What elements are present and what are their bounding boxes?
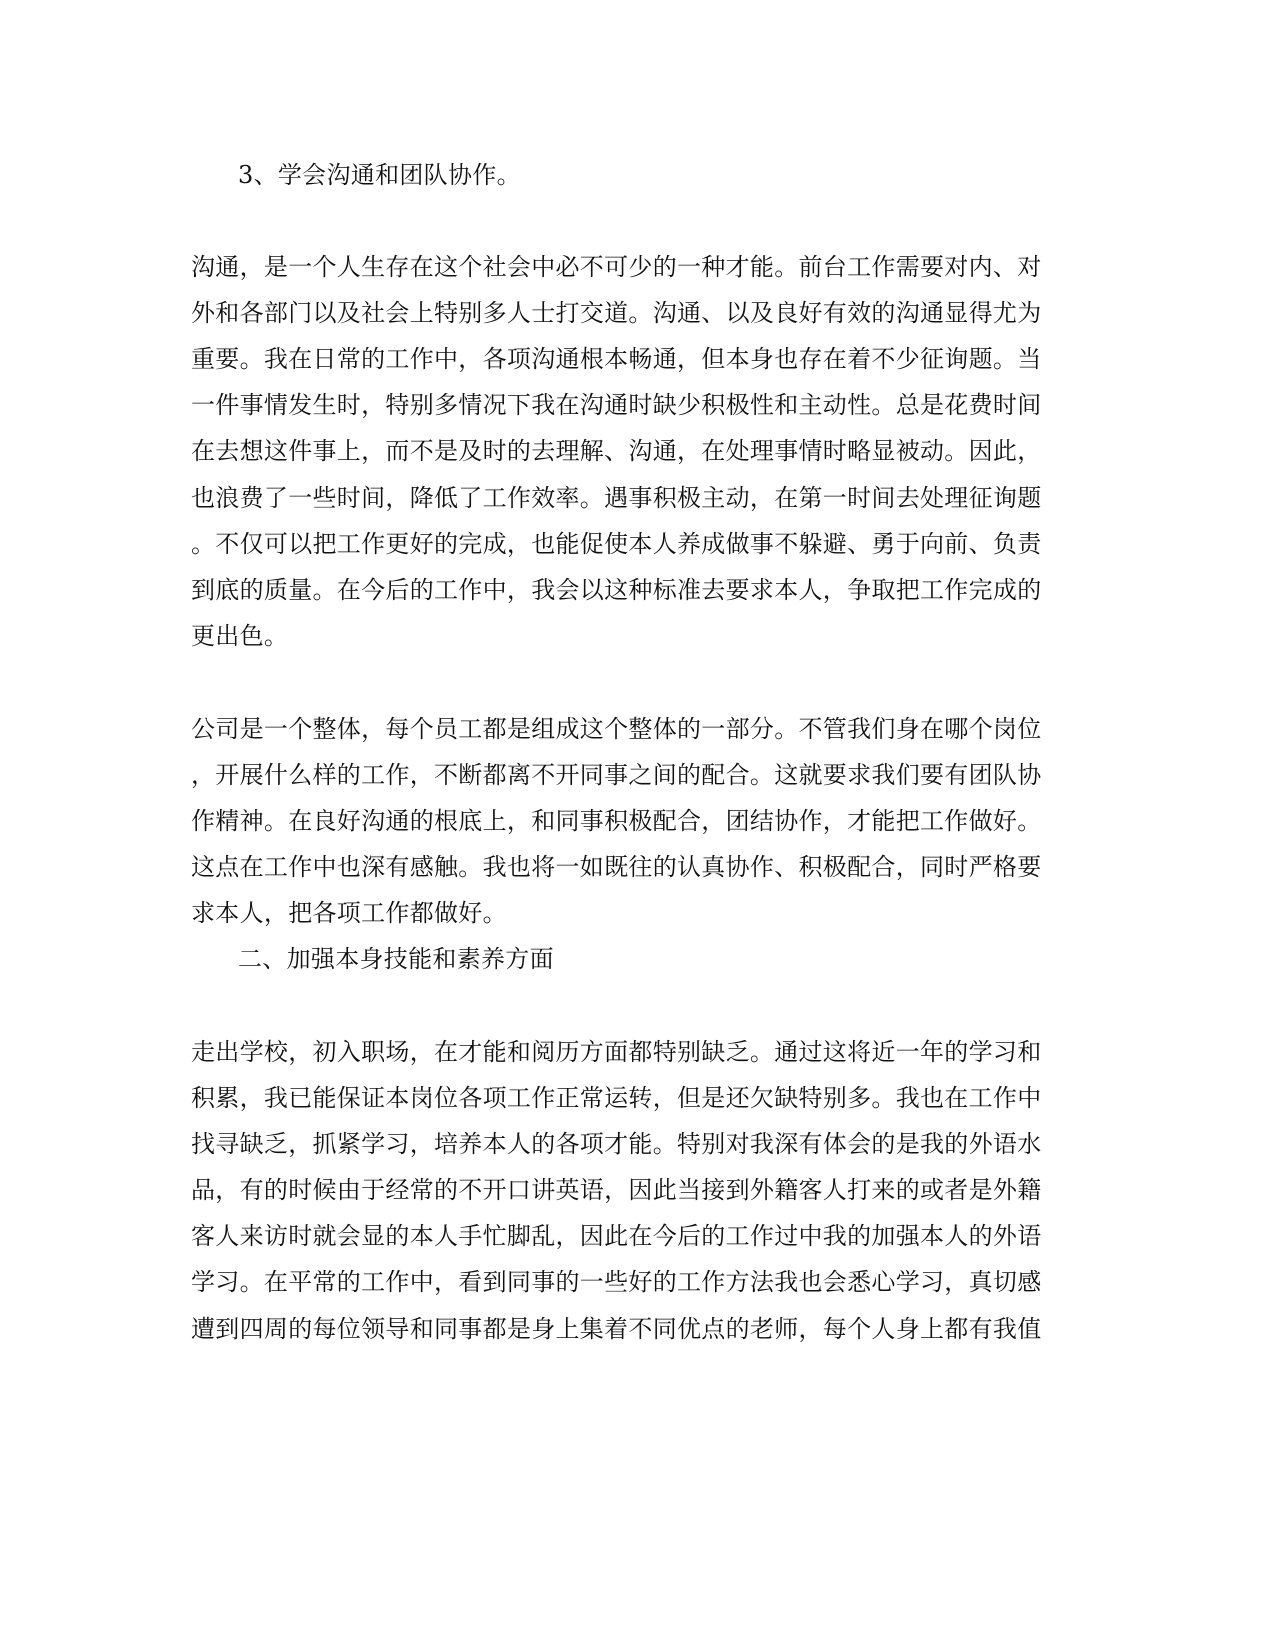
paragraph-line: 这点在工作中也深有感触。我也将一如既往的认真协作、积极配合，同时严格要 xyxy=(191,853,1042,881)
paragraph-line: 重要。我在日常的工作中，各项沟通根本畅通，但本身也存在着不少征询题。当 xyxy=(191,345,1042,373)
paragraph-line: 一件事情发生时，特别多情况下我在沟通时缺少积极性和主动性。总是花费时间 xyxy=(191,391,1042,419)
section-heading-skills: 二、加强本身技能和素养方面 xyxy=(238,945,554,973)
paragraph-line: 积累，我已能保证本岗位各项工作正常运转，但是还欠缺特别多。我也在工作中 xyxy=(191,1084,1042,1112)
paragraph-line: 找寻缺乏，抓紧学习，培养本人的各项才能。特别对我深有体会的是我的外语水 xyxy=(191,1130,1042,1158)
paragraph-line: 学习。在平常的工作中，看到同事的一些好的工作方法我也会悉心学习，真切感 xyxy=(191,1268,1042,1296)
paragraph-line: 。不仅可以把工作更好的完成，也能促使本人养成做事不躲避、勇于向前、负责 xyxy=(191,530,1042,558)
paragraph-line: 遭到四周的每位领导和同事都是身上集着不同优点的老师，每个人身上都有我值 xyxy=(191,1315,1042,1343)
paragraph-line: 到底的质量。在今后的工作中，我会以这种标准去要求本人，争取把工作完成的 xyxy=(191,576,1042,604)
paragraph-line: 沟通，是一个人生存在这个社会中必不可少的一种才能。前台工作需要对内、对 xyxy=(191,253,1042,281)
section-heading-communication: 3、学会沟通和团队协作。 xyxy=(238,161,521,189)
paragraph-line: 公司是一个整体，每个员工都是组成这个整体的一部分。不管我们身在哪个岗位 xyxy=(191,715,1042,743)
paragraph-line: 客人来访时就会显的本人手忙脚乱，因此在今后的工作过中我的加强本人的外语 xyxy=(191,1222,1042,1250)
paragraph-line: 更出色。 xyxy=(191,622,289,650)
paragraph-line: 也浪费了一些时间，降低了工作效率。遇事积极主动，在第一时间去处理征询题 xyxy=(191,484,1042,512)
paragraph-line: ，开展什么样的工作，不断都离不开同事之间的配合。这就要求我们要有团队协 xyxy=(191,761,1042,789)
paragraph-line: 走出学校，初入职场，在才能和阅历方面都特别缺乏。通过这将近一年的学习和 xyxy=(191,1038,1042,1066)
paragraph-line: 求本人，把各项工作都做好。 xyxy=(191,899,507,927)
paragraph-line: 外和各部门以及社会上特别多人士打交道。沟通、以及良好有效的沟通显得尤为 xyxy=(191,299,1042,327)
paragraph-line: 品，有的时候由于经常的不开口讲英语，因此当接到外籍客人打来的或者是外籍 xyxy=(191,1176,1042,1204)
paragraph-line: 在去想这件事上，而不是及时的去理解、沟通，在处理事情时略显被动。因此， xyxy=(191,437,1042,465)
paragraph-line: 作精神。在良好沟通的根底上，和同事积极配合，团结协作，才能把工作做好。 xyxy=(191,807,1042,835)
